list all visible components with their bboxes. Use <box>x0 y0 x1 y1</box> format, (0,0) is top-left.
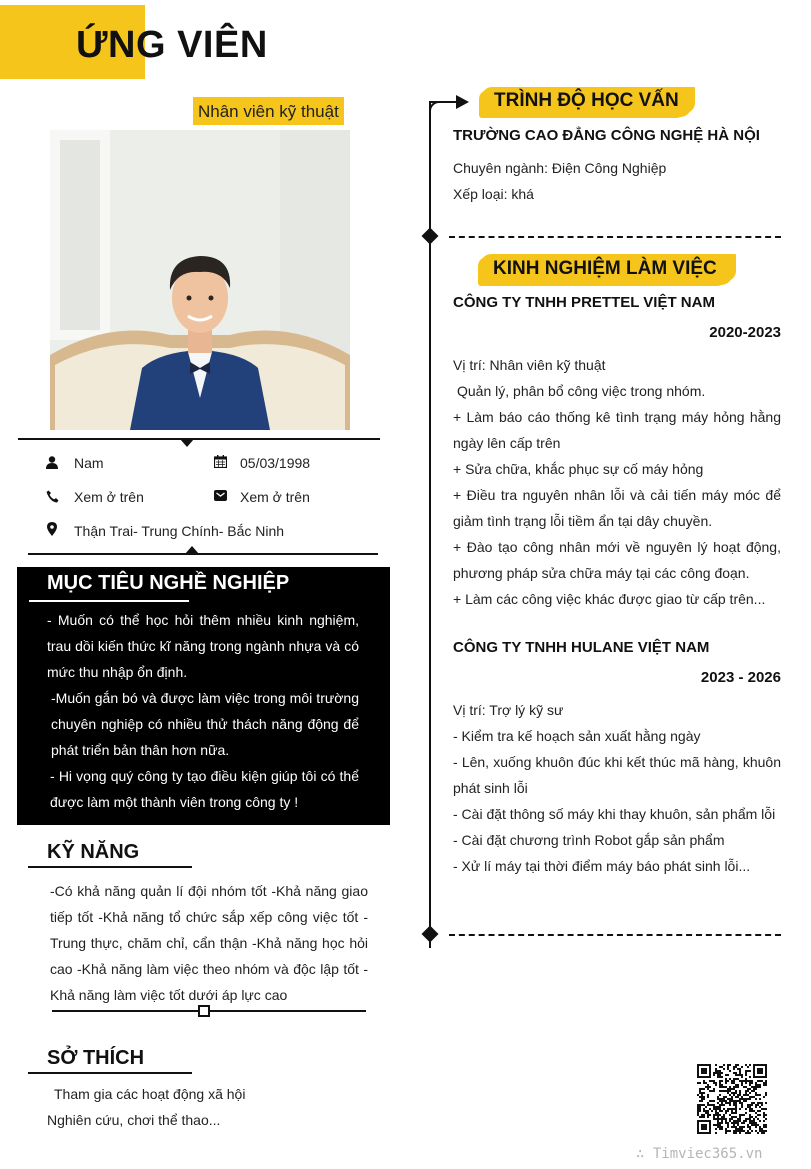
hobbies-heading-underline <box>28 1072 192 1074</box>
job-detail-line: + Đào tạo công nhân mới về nguyên lý hoạt động, phương pháp sửa chữa máy tại các công đoạn. <box>453 539 781 581</box>
job-detail-line: Vị trí: Trợ lý kỹ sư <box>453 702 564 718</box>
gender-value: Nam <box>74 455 104 471</box>
qr-code-icon <box>697 1064 767 1134</box>
hobby-item: Nghiên cứu, chơi thể thao... <box>47 1112 221 1128</box>
job-detail-line: - Lên, xuống khuôn đúc khi kết thúc mã hàng, khuôn phát sinh lỗi <box>453 754 781 796</box>
objective-line: - Hi vọng quý công ty tạo điều kiện giúp tôi có thể được làm một thành viên trong công ty ! <box>50 768 359 810</box>
job-detail-line: - Kiểm tra kế hoạch sản xuất hằng ngày <box>453 728 701 744</box>
watermark <box>636 1146 762 1162</box>
education-heading: TRÌNH ĐỘ HỌC VẤN <box>494 90 679 111</box>
job-period: 2023 - 2026 <box>700 669 781 686</box>
career-objective-section <box>17 567 390 825</box>
hobby-item: Tham gia các hoạt động xã hội <box>54 1086 246 1102</box>
email-icon <box>213 488 227 502</box>
school-name: TRƯỜNG CAO ĐẲNG CÔNG NGHỆ HÀ NỘI <box>453 127 760 144</box>
address-value: Thận Trai- Trung Chính- Bắc Ninh <box>74 523 285 539</box>
skills-heading: KỸ NĂNG <box>47 841 140 863</box>
job-detail-line: + Điều tra nguyên nhân lỗi và cải tiến máy móc để giảm tình trạng lỗi tiềm ẩn tại dây chuyền. <box>453 487 781 529</box>
location-icon <box>45 522 59 536</box>
job-detail-line: - Cài đặt thông số máy khi thay khuôn, sản phẩm lỗi <box>453 806 776 822</box>
objective-line: -Muốn gắn bó và được làm việc trong môi trường chuyên nghiệp có nhiều thử thách năng động để phát triển bản thân hơn nữa. <box>51 690 359 758</box>
job-detail-line: + Làm báo cáo thống kê tình trạng máy hỏng hằng ngày lên cấp trên <box>453 409 781 451</box>
contact-divider-top <box>18 438 380 440</box>
contact-divider-bottom <box>28 553 378 555</box>
job-detail-line: + Sửa chữa, khắc phục sự cố máy hỏng <box>453 461 704 477</box>
section-dashed-divider <box>449 934 781 936</box>
job-detail-line: + Làm các công việc khác được giao từ cấp trên... <box>453 591 766 607</box>
calendar-icon <box>213 454 227 468</box>
candidate-name: ỨNG VIÊN <box>76 24 268 66</box>
timeline-node <box>422 926 439 943</box>
hobbies-heading: SỞ THÍCH <box>47 1047 145 1069</box>
skills-heading-underline <box>28 866 192 868</box>
phone-value: Xem ở trên <box>74 489 144 505</box>
experience-heading: KINH NGHIỆM LÀM VIỆC <box>493 258 717 279</box>
dob-value: 05/03/1998 <box>240 455 311 471</box>
objective-heading: MỤC TIÊU NGHỀ NGHIỆP <box>47 572 290 594</box>
job-detail-line: Quản lý, phân bổ công việc trong nhóm. <box>457 383 706 399</box>
objective-heading-underline <box>29 600 189 602</box>
objective-line: - Muốn có thể học hỏi thêm nhiều kinh nghiệm, trau dồi kiến thức kĩ năng trong ngành nhựa và có mức thu nhập ổn định. <box>47 612 359 680</box>
job-details <box>453 352 781 612</box>
job-period: 2020-2023 <box>709 324 781 341</box>
divider-pointer-down <box>180 439 194 447</box>
job-detail-line: - Xử lí máy tại thời điểm máy báo phát sinh lỗi... <box>453 858 751 874</box>
divider-marker <box>198 1005 210 1017</box>
objective-text <box>47 607 359 815</box>
company-name: CÔNG TY TNHH PRETTEL VIỆT NAM <box>453 294 715 311</box>
job-detail-line: Vị trí: Nhân viên kỹ thuật <box>453 357 606 373</box>
timeline-arrow-head <box>456 95 469 109</box>
timeline-node <box>422 228 439 245</box>
education-major: Chuyên ngành: Điện Công Nghiệp <box>453 160 667 176</box>
phone-icon <box>45 489 59 503</box>
job-detail-line: - Cài đặt chương trình Robot gắp sản phẩm <box>453 832 725 848</box>
profile-photo <box>50 130 350 430</box>
user-icon <box>45 455 59 469</box>
watermark-text: Timviec365.vn <box>652 1146 763 1162</box>
skills-text: -Có khả năng quản lí đội nhóm tốt -Khả năng giao tiếp tốt -Khả năng tổ chức sắp xếp công việc tốt -Trung thực, chăm chỉ, cẩn thận -Khả năng học hỏi cao -Khả năng làm việc theo nhóm và độc lập tốt -Khả năng làm việc tốt dưới áp lực cao <box>50 883 368 1003</box>
education-grade: Xếp loại: khá <box>453 186 534 202</box>
watermark-logo-icon: ∴ <box>636 1146 653 1162</box>
company-name: CÔNG TY TNHH HULANE VIỆT NAM <box>453 639 710 656</box>
position-tag: Nhân viên kỹ thuật <box>193 97 344 125</box>
email-value: Xem ở trên <box>240 489 310 505</box>
job-details <box>453 697 781 879</box>
section-dashed-divider <box>449 236 781 238</box>
